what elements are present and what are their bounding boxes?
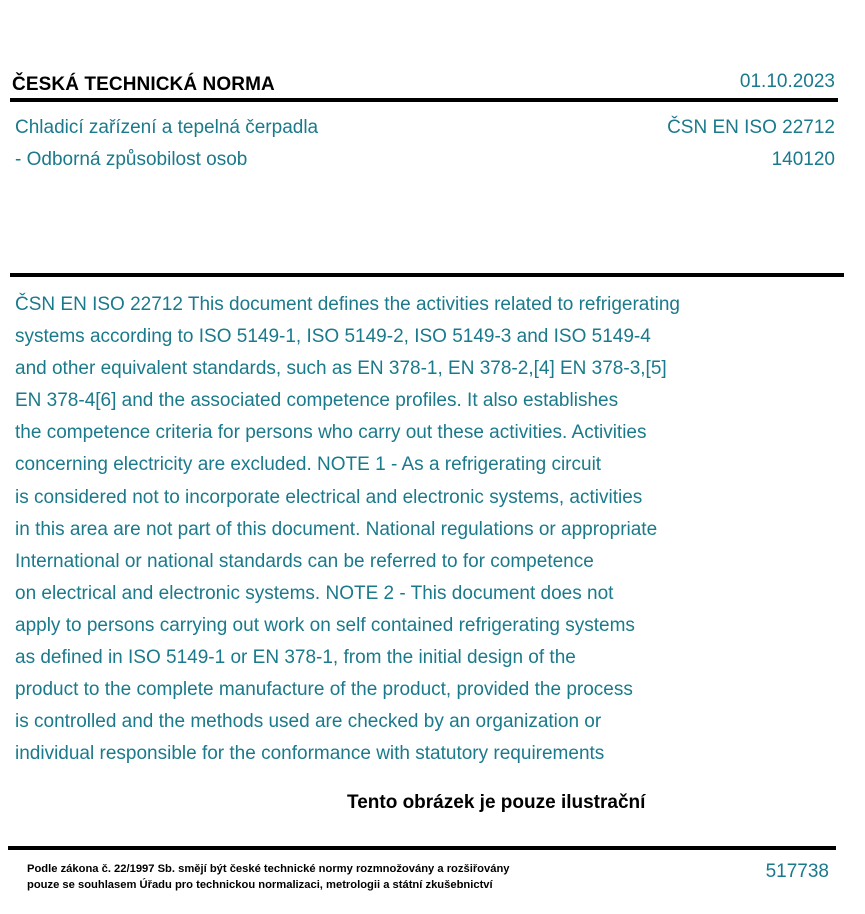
abstract-line: and other equivalent standards, such as EN 378-1, EN 378-2,[4] EN 378-3,[5] [15,358,667,380]
abstract-line: EN 378-4[6] and the associated competence profiles. It also establishes [15,390,619,412]
abstract-line: in this area are not part of this document. National regulations or appropriate [15,518,658,540]
abstract-line: ČSN EN ISO 22712 This document defines the activities related to refrigerating [15,294,680,315]
illustration-note: Tento obrázek je pouze ilustrační [347,792,646,813]
abstract-line: concerning electricity are excluded. NOTE 1 - As a refrigerating circuit [15,454,602,476]
header-divider [10,98,838,102]
abstract-line: individual responsible for the conformance with statutory requirements [15,743,605,765]
abstract-text [15,289,855,770]
abstract-line: systems according to ISO 5149-1, ISO 5149-2, ISO 5149-3 and ISO 5149-4 [15,326,651,348]
norm-title: ČESKÁ TECHNICKÁ NORMA [12,74,275,95]
abstract-line: product to the complete manufacture of the product, provided the process [15,679,633,701]
publication-date: 01.10.2023 [739,71,835,92]
abstract-line: apply to persons carrying out work on self contained refrigerating systems [15,614,635,636]
abstract-top-divider [10,273,844,277]
abstract-line: is controlled and the methods used are checked by an organization or [15,711,602,733]
standard-title-line-1: Chladicí zařízení a tepelná čerpadla [15,117,319,138]
abstract-line: International or national standards can be referred to for competence [15,550,594,572]
legal-notice-line-1: Podle zákona č. 22/1997 Sb. smějí být české technické normy rozmnožovány a rozšiřovány [27,863,510,875]
document-number: 517738 [765,861,829,882]
standard-title-line-2: - Odborná způsobilost osob [15,149,248,170]
classification-number: 140120 [771,149,835,170]
legal-notice-line-2: pouze se souhlasem Úřadu pro technickou normalizaci, metrologii a státní zkušebnictví [27,879,493,891]
footer-divider [8,846,836,850]
abstract-line: on electrical and electronic systems. NOTE 2 - This document does not [15,582,614,604]
abstract-line: as defined in ISO 5149-1 or EN 378-1, from the initial design of the [15,647,576,669]
abstract-line: the competence criteria for persons who carry out these activities. Activities [15,422,647,444]
standard-code: ČSN EN ISO 22712 [667,117,835,138]
abstract-line: is considered not to incorporate electrical and electronic systems, activities [15,486,643,508]
